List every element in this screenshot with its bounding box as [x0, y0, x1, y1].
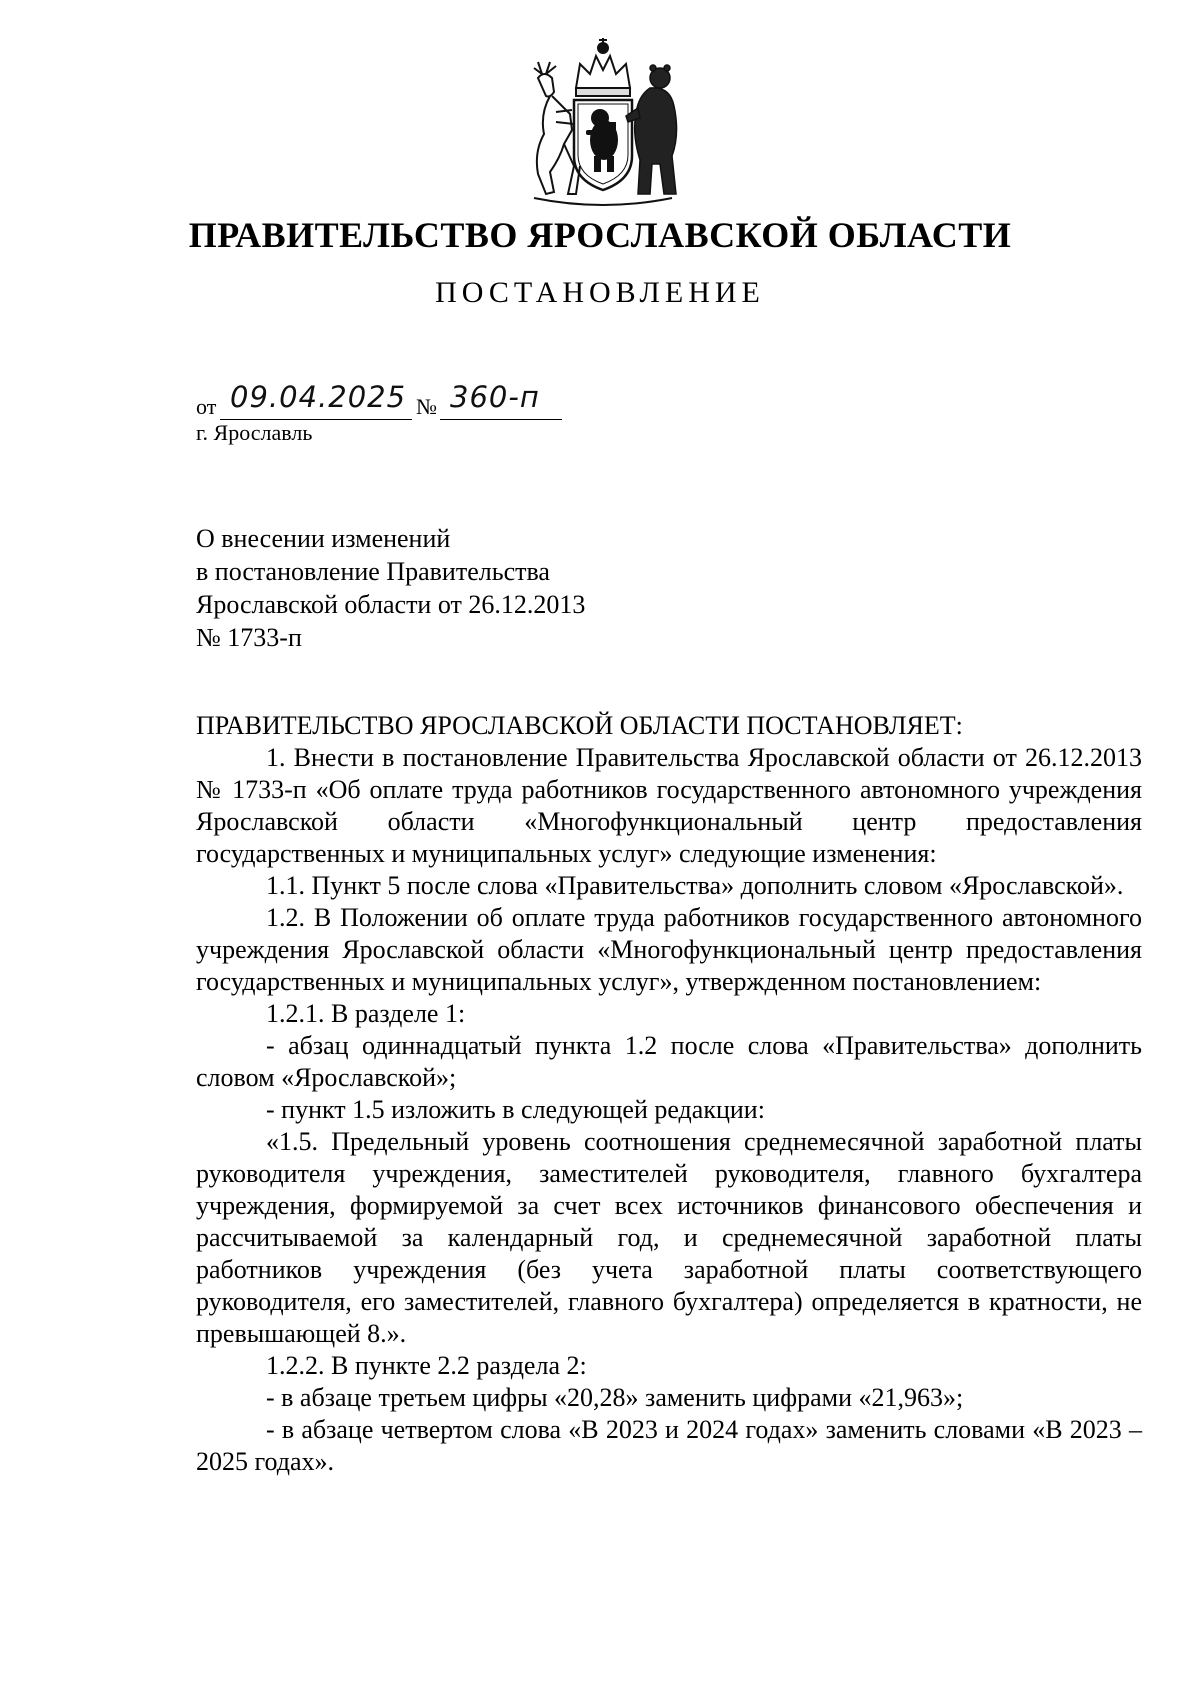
subject-line: О внесении изменений	[196, 524, 451, 553]
date-prefix: от	[196, 394, 217, 419]
document-subject	[196, 522, 585, 654]
paragraph: 1. Внести в постановление Правительства Ярославской области от 26.12.2013 № 1733-п «Об оплате труда работников государственного автономного учреждения Ярославской области «Многофункциональный центр предоставления государственных и муниципальных услуг» следующие изменения:	[196, 743, 1142, 868]
date-handwritten: 09.04.2025	[230, 380, 407, 414]
paragraph: - пункт 1.5 изложить в следующей редакции:	[266, 1095, 765, 1124]
document-type: ПОСТАНОВЛЕНИЕ	[435, 276, 765, 309]
paragraph: - в абзаце третьем цифры «20,28» заменить цифрами «21,963»;	[266, 1383, 964, 1412]
paragraph: - абзац одиннадцатый пункта 1.2 после слова «Правительства» дополнить словом «Ярославской»;	[196, 1031, 1142, 1092]
paragraph: 1.2.2. В пункте 2.2 раздела 2:	[266, 1351, 587, 1380]
government-title: ПРАВИТЕЛЬСТВО ЯРОСЛАВСКОЙ ОБЛАСТИ	[188, 215, 1012, 255]
paragraph: 1.2. В Положении об оплате труда работников государственного автономного учреждения Ярославской области «Многофункциональный центр предоставления государственных и муниципальных услуг», утвержденном постановлением:	[196, 903, 1142, 996]
subject-line: № 1733-п	[196, 623, 302, 652]
paragraph: 1.1. Пункт 5 после слова «Правительства» дополнить словом «Ярославской».	[266, 871, 1124, 900]
paragraph: «1.5. Предельный уровень соотношения среднемесячной заработной платы руководителя учреждения, заместителей руководителя, главного бухгалтера учреждения, формируемой за счет всех источников финансового обеспечения и рассчитываемой за календарный год, и среднемесячной заработной платы работников учреждения (без учета заработной платы соответствующего руководителя, его заместителей, главного бухгалтера) определяется в кратности, не превышающей 8.».	[196, 1127, 1142, 1348]
city: г. Ярославль	[196, 420, 313, 445]
document-body	[196, 710, 1142, 1478]
resolution-preamble: ПРАВИТЕЛЬСТВО ЯРОСЛАВСКОЙ ОБЛАСТИ ПОСТАНОВЛЯЕТ:	[196, 711, 963, 740]
number-handwritten: 360-п	[450, 380, 540, 414]
number-prefix: №	[416, 394, 437, 419]
subject-line: Ярославской области от 26.12.2013	[196, 590, 586, 619]
coat-of-arms-icon	[520, 34, 686, 208]
paragraph: - в абзаце четвертом слова «В 2023 и 2024 годах» заменить словами «В 2023 – 2025 годах».	[196, 1415, 1142, 1476]
paragraph: 1.2.1. В разделе 1:	[266, 999, 466, 1028]
subject-line: в постановление Правительства	[196, 557, 550, 586]
